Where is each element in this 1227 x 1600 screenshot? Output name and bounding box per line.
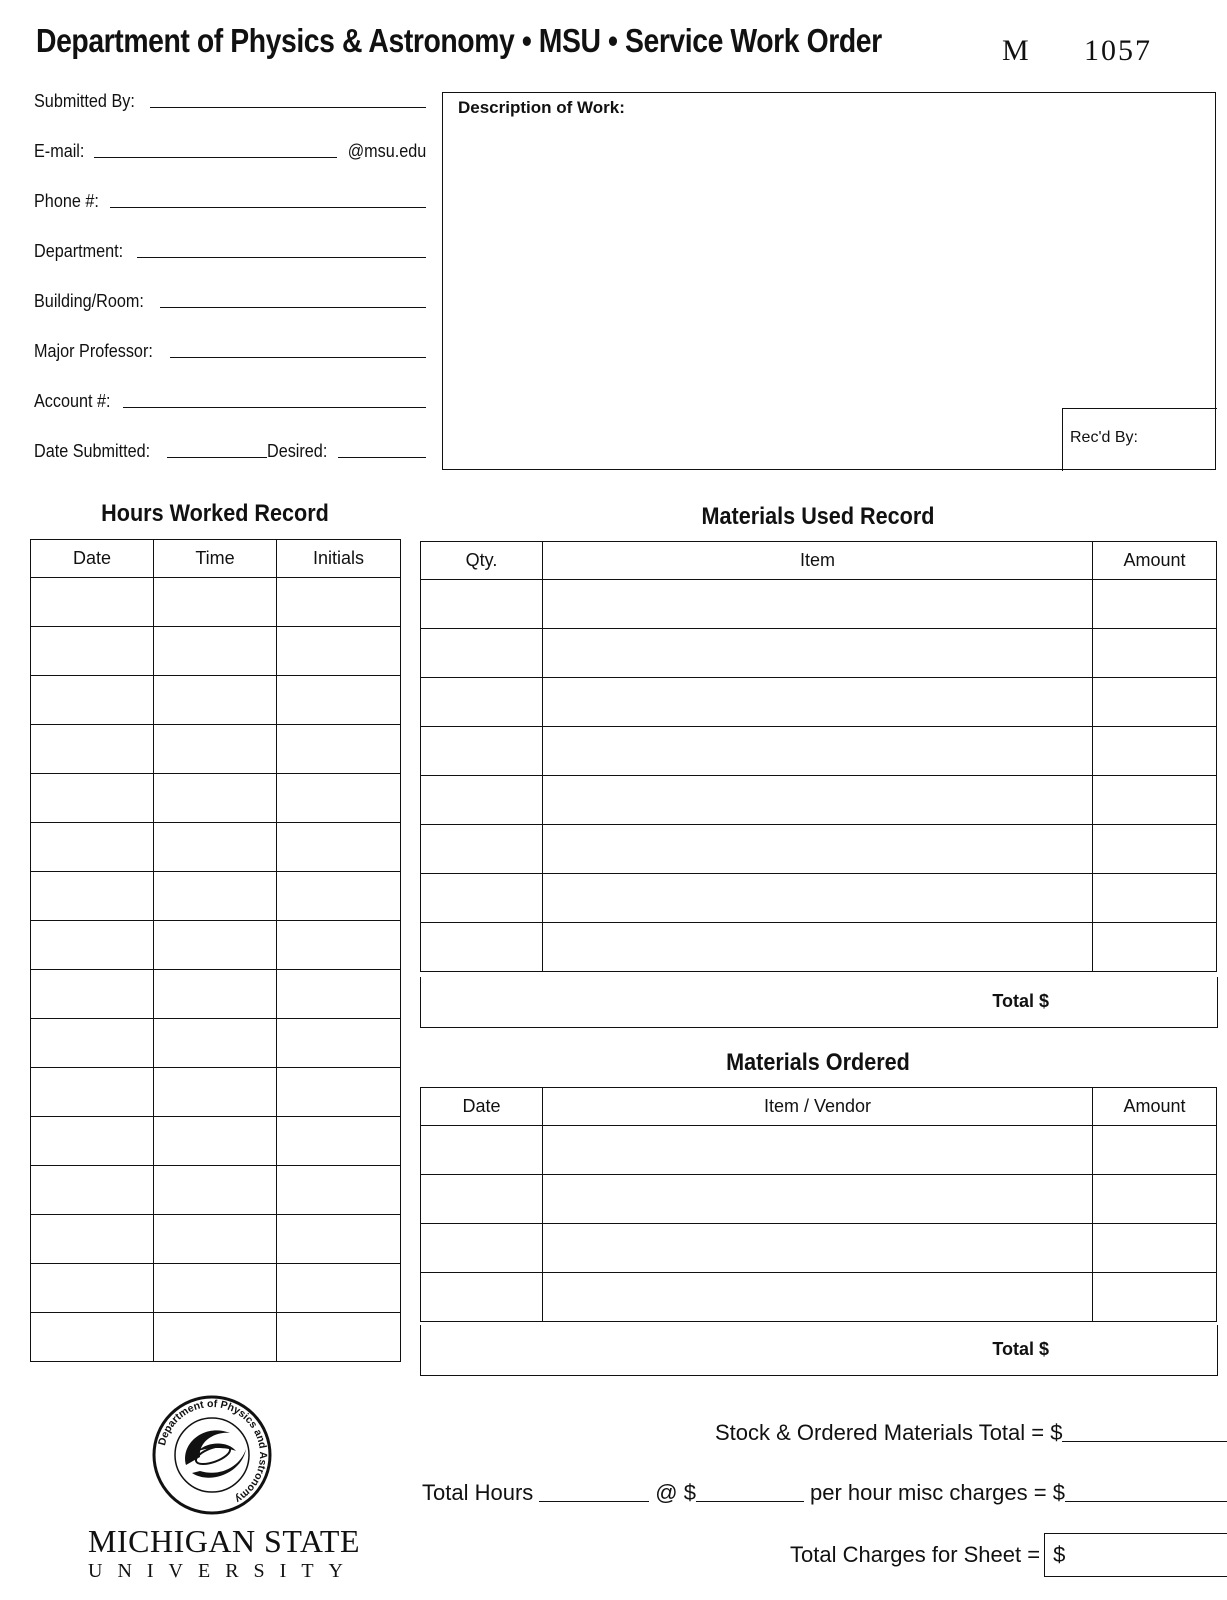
submitted-by-line xyxy=(150,107,426,108)
form-title: Department of Physics & Astronomy • MSU • Service Work Order xyxy=(36,22,882,59)
hours-cell[interactable] xyxy=(31,1068,154,1117)
hours-cell[interactable] xyxy=(154,725,277,774)
ordered-cell[interactable] xyxy=(421,1273,543,1322)
materials-ordered-total-label: Total $ xyxy=(992,1339,1049,1359)
used-cell[interactable] xyxy=(1093,776,1217,825)
used-cell[interactable] xyxy=(543,825,1093,874)
phone-label: Phone #: xyxy=(34,191,99,211)
hours-cell[interactable] xyxy=(31,1264,154,1313)
hours-cell[interactable] xyxy=(154,1117,277,1166)
ordered-col-item-vendor: Item / Vendor xyxy=(543,1088,1093,1126)
hours-row xyxy=(31,676,401,725)
hours-col-initials: Initials xyxy=(277,540,401,578)
hours-charges-line[interactable] xyxy=(422,1480,1227,1506)
used-cell[interactable] xyxy=(1093,874,1217,923)
serial-prefix: M xyxy=(1002,34,1031,67)
ordered-cell[interactable] xyxy=(1093,1175,1217,1224)
ordered-cell[interactable] xyxy=(543,1126,1093,1175)
ordered-cell[interactable] xyxy=(1093,1273,1217,1322)
used-row xyxy=(421,727,1217,776)
per-hour-label: per hour misc charges = $ xyxy=(809,1480,1065,1505)
used-header-row xyxy=(421,542,1217,580)
ordered-row xyxy=(421,1175,1217,1224)
hours-cell[interactable] xyxy=(31,823,154,872)
hours-record-title: Hours Worked Record xyxy=(101,500,329,527)
grand-total-line[interactable] xyxy=(790,1533,1227,1577)
hours-cell[interactable] xyxy=(154,627,277,676)
ordered-cell[interactable] xyxy=(1093,1224,1217,1273)
used-cell[interactable] xyxy=(421,727,543,776)
hours-cell[interactable] xyxy=(154,1264,277,1313)
total-hours-blank xyxy=(539,1501,649,1502)
hours-cell[interactable] xyxy=(31,970,154,1019)
department-line xyxy=(137,257,426,258)
building-room-label: Building/Room: xyxy=(34,291,144,311)
materials-used-total-label: Total $ xyxy=(992,991,1049,1011)
hours-cell[interactable] xyxy=(277,578,401,627)
department-seal-icon xyxy=(150,1393,274,1517)
hours-row xyxy=(31,921,401,970)
hours-row xyxy=(31,1068,401,1117)
hours-cell[interactable] xyxy=(31,627,154,676)
used-row xyxy=(421,678,1217,727)
hours-cell[interactable] xyxy=(277,725,401,774)
hours-cell[interactable] xyxy=(31,1313,154,1362)
hours-cell[interactable] xyxy=(154,1215,277,1264)
used-cell[interactable] xyxy=(543,874,1093,923)
used-cell[interactable] xyxy=(1093,727,1217,776)
ordered-cell[interactable] xyxy=(421,1175,543,1224)
hours-cell[interactable] xyxy=(154,970,277,1019)
hours-cell[interactable] xyxy=(277,1264,401,1313)
used-cell[interactable] xyxy=(543,923,1093,972)
major-professor-label: Major Professor: xyxy=(34,341,153,361)
ordered-col-date: Date xyxy=(421,1088,543,1126)
ordered-cell[interactable] xyxy=(543,1175,1093,1224)
seal-text: Department of Physics and Astronomy xyxy=(156,1397,270,1506)
ordered-row xyxy=(421,1126,1217,1175)
used-row xyxy=(421,776,1217,825)
ordered-row xyxy=(421,1224,1217,1273)
grand-total-box[interactable] xyxy=(1044,1533,1227,1577)
used-cell[interactable] xyxy=(1093,629,1217,678)
email-suffix: @msu.edu xyxy=(347,141,426,161)
email-label: E-mail: xyxy=(34,141,85,161)
hours-row xyxy=(31,774,401,823)
description-label: Description of Work: xyxy=(458,98,625,117)
major-professor-field[interactable] xyxy=(34,336,426,362)
used-cell[interactable] xyxy=(421,678,543,727)
hours-cell[interactable] xyxy=(277,1019,401,1068)
account-field[interactable] xyxy=(34,386,426,412)
hours-cell[interactable] xyxy=(277,627,401,676)
hours-cell[interactable] xyxy=(154,1166,277,1215)
hours-cell[interactable] xyxy=(31,1166,154,1215)
date-submitted-line xyxy=(167,457,267,458)
used-cell[interactable] xyxy=(1093,580,1217,629)
hours-row xyxy=(31,578,401,627)
department-field[interactable] xyxy=(34,236,426,262)
building-room-line xyxy=(160,307,426,308)
hours-header-row xyxy=(31,540,401,578)
building-room-field[interactable] xyxy=(34,286,426,312)
department-label: Department: xyxy=(34,241,124,261)
hours-cell[interactable] xyxy=(277,872,401,921)
used-cell[interactable] xyxy=(421,923,543,972)
used-row xyxy=(421,629,1217,678)
hours-row xyxy=(31,970,401,1019)
email-field[interactable] xyxy=(34,136,426,162)
hours-cell[interactable] xyxy=(31,774,154,823)
used-cell[interactable] xyxy=(1093,923,1217,972)
used-cell[interactable] xyxy=(543,776,1093,825)
date-submitted-label: Date Submitted: xyxy=(34,441,151,461)
ordered-cell[interactable] xyxy=(421,1224,543,1273)
hours-cell[interactable] xyxy=(277,1117,401,1166)
received-by-box[interactable] xyxy=(1062,408,1217,471)
account-line xyxy=(123,407,426,408)
email-line xyxy=(94,157,337,158)
materials-ordered-table xyxy=(420,1087,1217,1322)
hours-cell[interactable] xyxy=(154,676,277,725)
hours-cell[interactable] xyxy=(154,1019,277,1068)
hours-cell[interactable] xyxy=(277,970,401,1019)
department-seal-logo xyxy=(150,1393,274,1517)
rate-blank xyxy=(696,1501,804,1502)
hours-row xyxy=(31,1166,401,1215)
hours-col-date: Date xyxy=(31,540,154,578)
hours-cell[interactable] xyxy=(154,774,277,823)
stock-total-line[interactable] xyxy=(715,1420,1227,1446)
hours-cell[interactable] xyxy=(31,1019,154,1068)
used-cell[interactable] xyxy=(421,825,543,874)
phone-field[interactable] xyxy=(34,186,426,212)
used-col-amount: Amount xyxy=(1093,542,1217,580)
hours-cell[interactable] xyxy=(31,1117,154,1166)
dates-field[interactable] xyxy=(34,436,426,462)
used-cell[interactable] xyxy=(421,776,543,825)
hours-cell[interactable] xyxy=(154,872,277,921)
hours-row xyxy=(31,627,401,676)
hours-cell[interactable] xyxy=(31,1215,154,1264)
used-row xyxy=(421,923,1217,972)
ordered-col-amount: Amount xyxy=(1093,1088,1217,1126)
materials-used-title: Materials Used Record xyxy=(701,503,935,530)
hours-row xyxy=(31,823,401,872)
major-professor-line xyxy=(170,357,426,358)
grand-total-label: Total Charges for Sheet = xyxy=(790,1542,1041,1567)
materials-used-total-row[interactable] xyxy=(420,977,1218,1028)
used-col-item: Item xyxy=(543,542,1093,580)
used-col-qty: Qty. xyxy=(421,542,543,580)
hours-cell[interactable] xyxy=(277,1215,401,1264)
used-cell[interactable] xyxy=(543,727,1093,776)
submitted-by-field[interactable] xyxy=(34,86,426,112)
ordered-row xyxy=(421,1273,1217,1322)
materials-used-table xyxy=(420,541,1217,972)
received-by-label: Rec'd By: xyxy=(1070,429,1138,446)
serial-number: 1057 xyxy=(1084,34,1152,67)
used-cell[interactable] xyxy=(543,678,1093,727)
total-hours-label: Total Hours xyxy=(422,1480,534,1505)
ordered-cell[interactable] xyxy=(543,1273,1093,1322)
hours-cell[interactable] xyxy=(277,823,401,872)
hours-cell[interactable] xyxy=(277,1068,401,1117)
grand-total-currency: $ xyxy=(1053,1542,1066,1567)
hours-row xyxy=(31,1264,401,1313)
account-label: Account #: xyxy=(34,391,111,411)
hours-worked-table xyxy=(30,539,401,1362)
hours-cell[interactable] xyxy=(277,1313,401,1362)
desired-line xyxy=(338,457,426,458)
hours-cell[interactable] xyxy=(154,578,277,627)
hours-cell[interactable] xyxy=(277,1166,401,1215)
hours-cell[interactable] xyxy=(277,676,401,725)
used-cell[interactable] xyxy=(543,629,1093,678)
used-cell[interactable] xyxy=(421,580,543,629)
hours-cell[interactable] xyxy=(154,921,277,970)
hours-row xyxy=(31,1313,401,1362)
submitted-by-label: Submitted By: xyxy=(34,91,135,111)
hours-row xyxy=(31,1019,401,1068)
used-row xyxy=(421,825,1217,874)
hours-cell[interactable] xyxy=(154,1313,277,1362)
used-cell[interactable] xyxy=(543,580,1093,629)
materials-ordered-title: Materials Ordered xyxy=(726,1049,910,1076)
hours-row xyxy=(31,872,401,921)
hours-cell[interactable] xyxy=(31,578,154,627)
used-row xyxy=(421,580,1217,629)
hours-row xyxy=(31,725,401,774)
misc-charges-blank xyxy=(1065,1501,1227,1502)
ordered-cell[interactable] xyxy=(421,1126,543,1175)
hours-cell[interactable] xyxy=(154,823,277,872)
used-cell[interactable] xyxy=(1093,678,1217,727)
used-cell[interactable] xyxy=(1093,825,1217,874)
hours-cell[interactable] xyxy=(154,1068,277,1117)
ordered-header-row xyxy=(421,1088,1217,1126)
hours-cell[interactable] xyxy=(277,921,401,970)
hours-cell[interactable] xyxy=(277,774,401,823)
phone-line xyxy=(110,207,426,208)
stock-total-label: Stock & Ordered Materials Total = $ xyxy=(715,1420,1063,1445)
hours-row xyxy=(31,1215,401,1264)
used-row xyxy=(421,874,1217,923)
rate-label: @ $ xyxy=(655,1480,696,1505)
hours-cell[interactable] xyxy=(31,725,154,774)
stock-total-blank xyxy=(1062,1441,1227,1442)
materials-ordered-total-row[interactable] xyxy=(420,1325,1218,1376)
hours-row xyxy=(31,1117,401,1166)
used-cell[interactable] xyxy=(421,629,543,678)
university-name: MICHIGAN STATE xyxy=(88,1523,360,1559)
university-subtitle: UNIVERSITY xyxy=(88,1560,358,1582)
hours-cell[interactable] xyxy=(31,676,154,725)
ordered-cell[interactable] xyxy=(1093,1126,1217,1175)
ordered-cell[interactable] xyxy=(543,1224,1093,1273)
desired-label: Desired: xyxy=(267,441,328,461)
hours-col-time: Time xyxy=(154,540,277,578)
used-cell[interactable] xyxy=(421,874,543,923)
hours-cell[interactable] xyxy=(31,872,154,921)
hours-cell[interactable] xyxy=(31,921,154,970)
